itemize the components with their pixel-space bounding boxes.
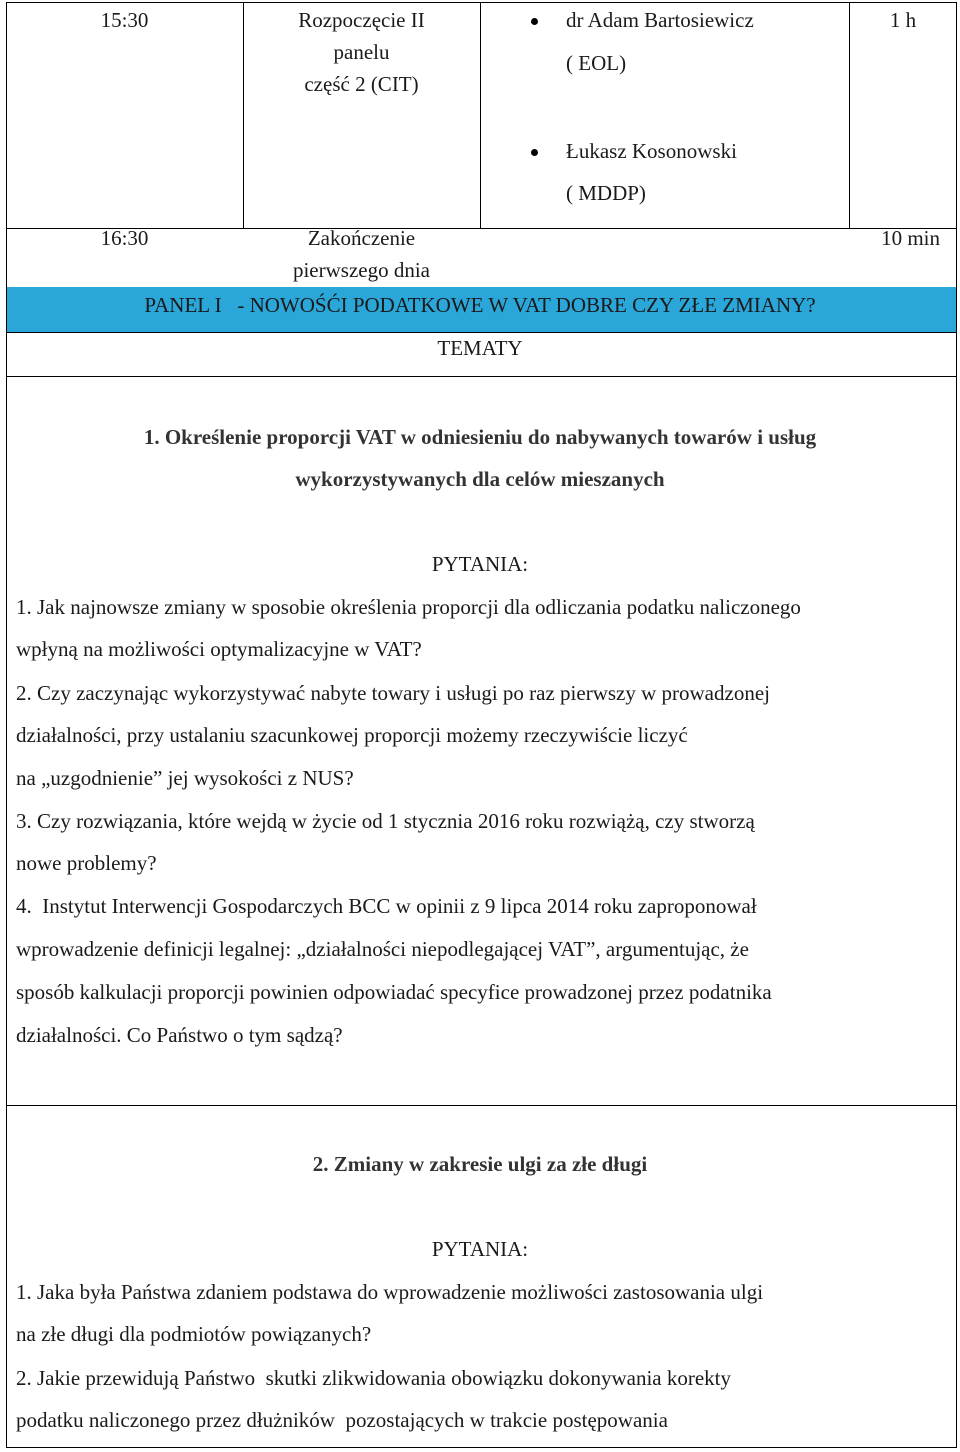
question-line: sposób kalkulacji proporcji powinien odpowiadać specyfice prowadzonej przez podatnika <box>16 980 772 1004</box>
speaker-org: ( EOL) <box>566 51 627 75</box>
question-line: wprowadzenie definicji legalnej: „działalności niepodlegającej VAT”, argumentując, że <box>16 937 749 961</box>
bullet-icon <box>531 18 538 25</box>
speaker-name: Łukasz Kosonowski <box>566 139 737 163</box>
question-line: działalności, przy ustalaniu szacunkowej proporcji możemy rzeczywiście liczyć <box>16 723 688 747</box>
schedule-title <box>243 4 480 100</box>
questions-label: PYTANIA: <box>431 1237 529 1261</box>
title-line: pierwszego dnia <box>292 258 431 282</box>
speaker-name: dr Adam Bartosiewicz <box>566 8 754 32</box>
title-line: Zakończenie <box>307 226 416 250</box>
question-line: 1. Jak najnowsze zmiany w sposobie określenia proporcji dla odliczania podatku naliczonego <box>16 595 801 619</box>
title-line: panelu <box>333 40 390 64</box>
question-line: na „uzgodnienie” jej wysokości z NUS? <box>16 766 354 790</box>
topic-title: 1. Określenie proporcji VAT w odniesieniu do nabywanych towarów i usług <box>143 425 817 449</box>
question-line: 2. Jakie przewidują Państwo skutki zlikwidowania obowiązku dokonywania korekty <box>16 1366 732 1390</box>
question-line: 1. Jaka była Państwa zdaniem podstawa do wprowadzenie możliwości zastosowania ulgi <box>16 1280 764 1304</box>
schedule-time: 15:30 <box>100 8 149 32</box>
speaker-org: ( MDDP) <box>566 181 646 205</box>
topics-label: TEMATY <box>437 336 523 360</box>
question-line: na złe długi dla podmiotów powiązanych? <box>16 1322 372 1346</box>
schedule-title <box>243 222 480 286</box>
question-line: nowe problemy? <box>16 851 157 875</box>
question-line: podatku naliczonego przez dłużników pozostających w trakcie postępowania <box>16 1408 668 1432</box>
schedule-duration: 1 h <box>889 8 917 32</box>
title-line: część 2 (CIT) <box>304 72 419 96</box>
row-divider <box>6 1105 957 1106</box>
schedule-duration: 10 min <box>881 226 940 250</box>
topic-title: wykorzystywanych dla celów mieszanych <box>295 467 665 491</box>
schedule-time: 16:30 <box>100 226 149 250</box>
question-line: 3. Czy rozwiązania, które wejdą w życie od 1 stycznia 2016 roku rozwiążą, czy stworzą <box>16 809 755 833</box>
title-line: Rozpoczęcie II <box>298 8 425 32</box>
column-divider <box>480 2 481 228</box>
row-divider <box>6 376 957 377</box>
question-line: 4. Instytut Interwencji Gospodarczych BCC w opinii z 9 lipca 2014 roku zaproponował <box>16 894 757 918</box>
question-line: wpłyną na możliwości optymalizacyjne w VAT? <box>16 637 422 661</box>
panel-title: PANEL I - NOWOŚĆI PODATKOWE W VAT DOBRE CZY ZŁE ZMIANY? <box>144 293 816 317</box>
topic-title: 2. Zmiany w zakresie ulgi za złe długi <box>312 1152 648 1176</box>
question-line: działalności. Co Państwo o tym sądzą? <box>16 1023 343 1047</box>
bullet-icon <box>531 149 538 156</box>
question-line: 2. Czy zaczynając wykorzystywać nabyte towary i usługi po raz pierwszy w prowadzonej <box>16 681 770 705</box>
questions-label: PYTANIA: <box>431 552 529 576</box>
